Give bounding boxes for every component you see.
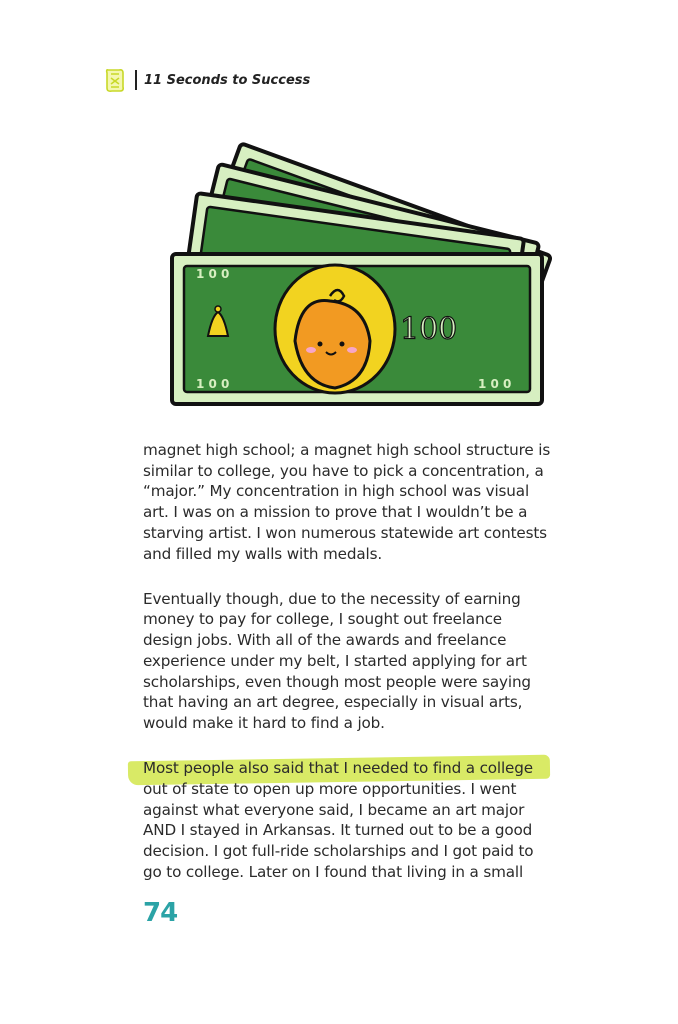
svg-text:1 0 0: 1 0 0 — [478, 377, 512, 391]
stopwatch-logo-icon — [104, 66, 126, 94]
book-title: 11 Seconds to Success — [144, 72, 311, 88]
paragraph-3: Most people also said that I needed to find a college out of state to open up more opportunities. I went against what everyone said, I became an art major AND I stayed in Arkansas. It turned out to be a good decision. I got full-ride scholarships and I got paid to go to college. Later on I found that living in a small — [143, 759, 534, 881]
money-stack-icon — [160, 126, 570, 436]
svg-text:1 0 0: 1 0 0 — [196, 267, 230, 281]
paragraph-1: magnet high school; a magnet high school structure is similar to college, you have to pick a concentration, a “major.” My concentration in high school was visual art. I was on a mission to prove that I wouldn’t be a starving artist. I won numerous statewide art contests and filled my walls with medals. — [143, 441, 551, 563]
bill-denomination: 100 — [400, 312, 458, 347]
svg-text:1 0 0: 1 0 0 — [196, 377, 230, 391]
page-number: 74 — [143, 898, 178, 928]
paragraph-2: Eventually though, due to the necessity of earning money to pay for college, I sought out freelance design jobs. With all of the awards and freelance experience under my belt, I started applying for art scholarships, even though most people were saying that having an art degree, especially in visual arts, would make it hard to find a job. — [143, 589, 531, 732]
highlighted-paragraph-wrap — [143, 758, 553, 882]
body-text — [143, 440, 553, 907]
header-divider — [135, 70, 137, 90]
running-header — [104, 66, 310, 94]
